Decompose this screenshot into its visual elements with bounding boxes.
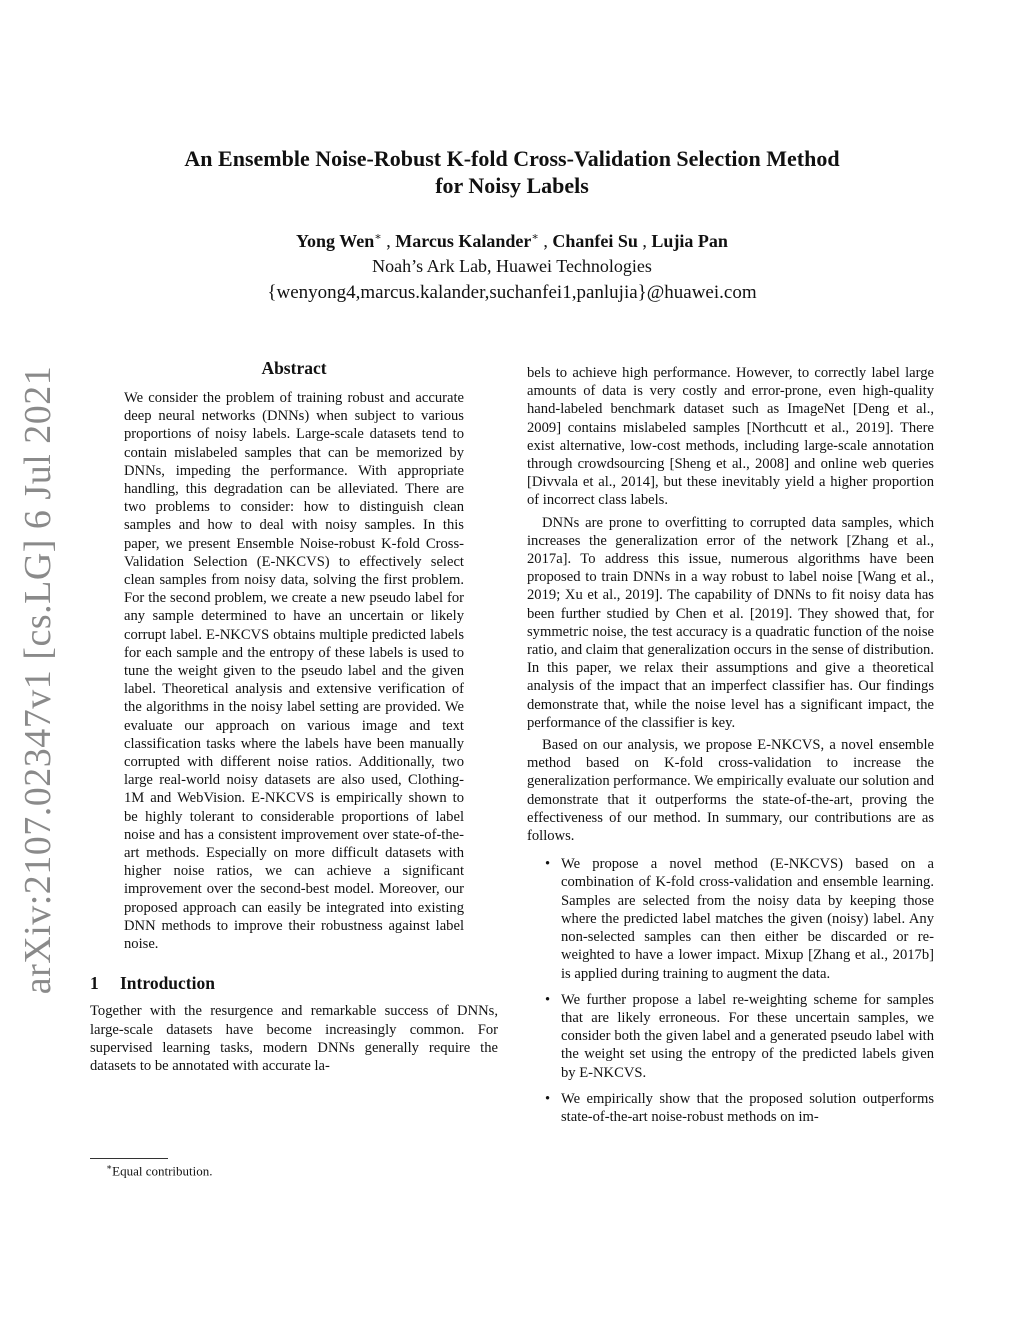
- contribution-item: [545, 991, 934, 1082]
- arxiv-identifier-stamp: arXiv:2107.02347v1 [cs.LG] 6 Jul 2021: [17, 365, 59, 995]
- contribution-item: [545, 1090, 934, 1126]
- author-name: Marcus Kalander: [395, 231, 532, 251]
- author-mark: ∗: [374, 231, 382, 243]
- footnote-text: Equal contribution.: [112, 1163, 213, 1179]
- section-number: 1: [90, 973, 99, 994]
- author-affiliation: Noah’s Ark Lab, Huawei Technologies: [372, 256, 652, 276]
- author-name: Yong Wen: [296, 231, 375, 251]
- intro-paragraph: DNNs are prone to overfitting to corrupted data samples, which increases the generalization error of the network [Zhang et al., 2017a]. To address this issue, numerous algorithms have been proposed to train DNNs in a way robust to label noise [Wang et al., 2019; Xu et al., 2019]. The capability of DNNs to fit noisy data has been further studied by Chen et al. [2019]. They showed that, for symmetric noise, the test accuracy is a quadratic function of the noise ratio, and claim that generalization occurs in the sense of distribution. In this paper, we relax their assumptions and give a theoretical analysis of the impact that an imperfect classifier has. Our findings demonstrate that, while the noise level has a significant impact, the performance of the classifier is key.: [527, 514, 934, 731]
- author-name: Lujia Pan: [651, 231, 728, 251]
- contribution-text: We empirically show that the proposed solution outperforms state-of-the-art noise-robust methods on im-: [561, 1090, 934, 1125]
- footnote-mark: ∗: [106, 1162, 113, 1172]
- intro-paragraph: Based on our analysis, we propose E-NKCVS, a novel ensemble method based on K-fold cross-validation to increase the generalization performance. We empirically evaluate our solution and demonstrate that it outperforms the state-of-the-art, proving the effectiveness of our method. In summary, our contributions are as follows.: [527, 737, 935, 845]
- author-mark: ∗: [531, 231, 539, 243]
- author-separator: ,: [381, 231, 396, 251]
- contribution-text: We further propose a label re-weighting scheme for samples that are likely erroneous. For these uncertain samples, we consider both the given label and a generated pseudo label with the weight set using the entropy of the predicted labels given by E-NKCVS.: [561, 991, 934, 1081]
- intro-paragraph-continued: bels to achieve high performance. However, to correctly label large amounts of data is very costly and error-prone, even high-quality hand-labeled benchmark dataset such as ImageNet [Deng et al., 2009] contains mislabeled samples [Northcutt et al., 2019]. There exist alternative, low-cost methods, including large-scale annotation through crowdsourcing [Sheng et al., 2008] and online web queries [Divvala et al., 2014], but these inevitably yield a higher proportion of incorrect class labels.: [527, 365, 934, 509]
- section-title: Introduction: [120, 973, 215, 994]
- author-separator: ,: [637, 231, 652, 251]
- title-line-1: An Ensemble Noise-Robust K-fold Cross-Validation Selection Method: [184, 146, 840, 171]
- footnote: [106, 1162, 213, 1179]
- author-separator: ,: [538, 231, 553, 251]
- contribution-text: We propose a novel method (E-NKCVS) based on a combination of K-fold cross-validation and ensemble learning. Samples are selected from the noisy data by keeping those where the predicted label matches the given (noisy) label. Any non-selected samples can then either be discarded or re-weighted to have a lower impact. Mixup [Zhang et al., 2017b] is applied during training to augment the data.: [561, 856, 934, 982]
- author-name: Chanfei Su: [552, 231, 638, 251]
- bullet-icon: •: [545, 856, 551, 873]
- abstract-heading: Abstract: [261, 358, 327, 378]
- footnote-divider: [90, 1158, 168, 1159]
- author-list: [120, 230, 904, 252]
- bullet-icon: •: [545, 991, 551, 1008]
- bullet-icon: •: [545, 1090, 551, 1107]
- author-emails: {wenyong4,marcus.kalander,suchanfei1,panlujia}@huawei.com: [267, 282, 757, 303]
- paper-title: [120, 145, 904, 199]
- section-heading-introduction: [90, 973, 498, 994]
- contribution-item: [545, 855, 934, 982]
- intro-paragraph: Together with the resurgence and remarkable success of DNNs, large-scale datasets have become increasingly common. For supervised learning tasks, modern DNNs generally require the datasets to be annotated with accurate la-: [90, 1003, 498, 1074]
- abstract-body: We consider the problem of training robust and accurate deep neural networks (DNNs) when subject to various proportions of noisy labels. Large-scale datasets tend to contain mislabeled samples that can be memorized by DNNs, impeding the performance. With appropriate handling, this degradation can be alleviated. There are two problems to consider: how to distinguish clean samples and how to deal with noisy samples. In this paper, we present Ensemble Noise-robust K-fold Cross-Validation Selection (E-NKCVS) to effectively select clean samples from noisy data, solving the first problem. For the second problem, we create a new pseudo label for any sample determined to have an uncertain or likely corrupt label. E-NKCVS obtains multiple predicted labels for each sample and the entropy of these labels is used to tune the weight given to the pseudo label and the given label. Theoretical analysis and extensive verification of the algorithms in the noisy label setting are provided. We evaluate our approach on various image and text classification tasks where the labels have been manually corrupted with different noise ratios. Additionally, two large real-world noisy datasets are also used, Clothing-1M and WebVision. E-NKCVS is empirically shown to be highly tolerant to considerable proportions of label noise and has a consistent improvement over state-of-the-art methods. Especially on more difficult datasets with higher noise ratios, we can achieve a significant improvement over the second-best model. Moreover, our proposed approach can easily be integrated into existing DNN methods to improve their robustness against label noise.: [124, 390, 464, 953]
- title-line-2: for Noisy Labels: [435, 173, 589, 198]
- contributions-list: [527, 855, 934, 1126]
- right-column: [527, 364, 934, 1134]
- left-column: [90, 358, 498, 1075]
